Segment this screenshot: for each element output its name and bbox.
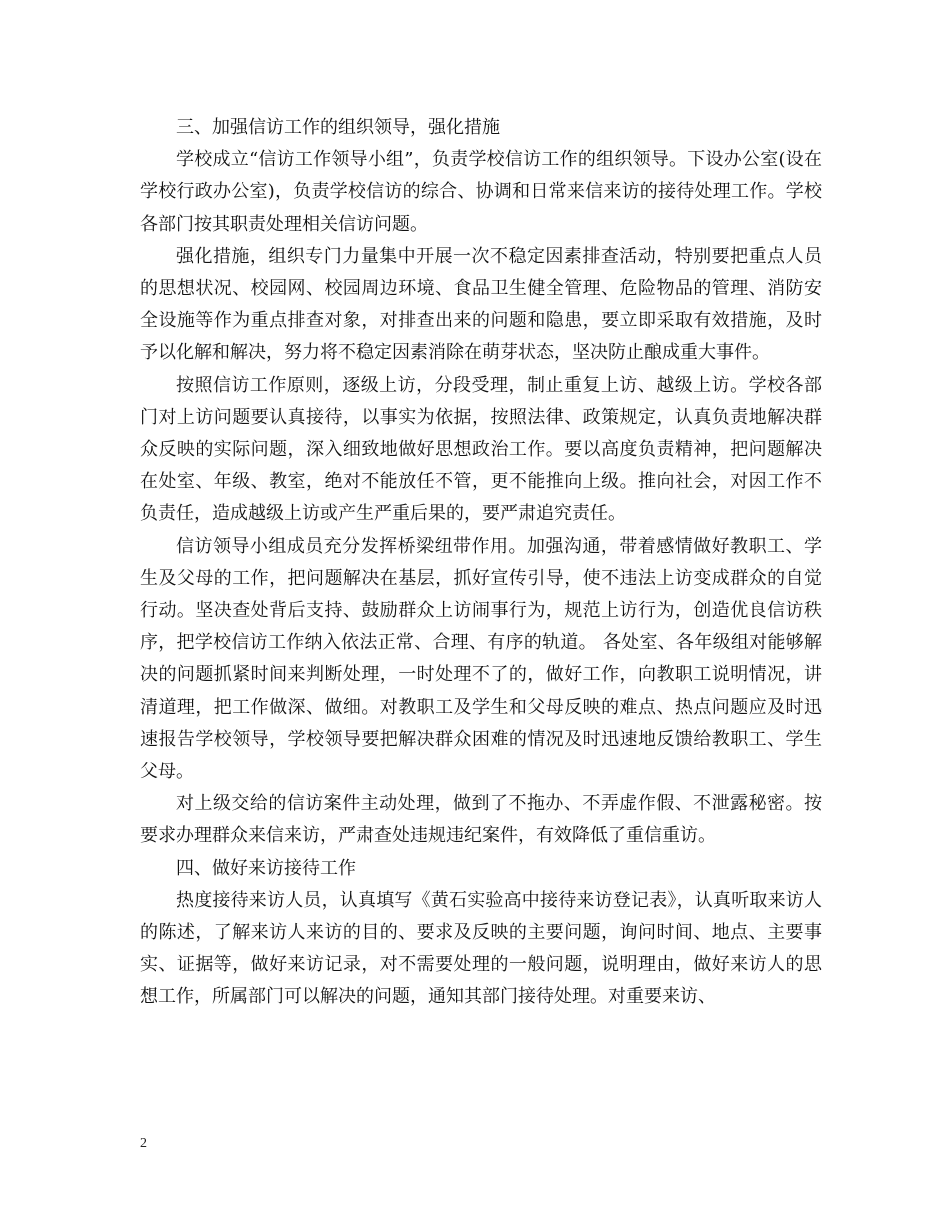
paragraph-bridge-role: 信访领导小组成员充分发挥桥梁纽带作用。加强沟通，带着感情做好教职工、学生及父母的工作，把问题解决在基层，抓好宣传引导，使不违法上访变成群众的自觉行动。坚决查处背后支持、鼓励群众上访闹事行为，规范上访行为，创造优良信访秩序，把学校信访工作纳入依法正常、合理、有序的轨道。 各处室、各年级组对能够解决的问题抓紧时间来判断处理，一时处理不了的，做好工作，向教职工说明情况，讲清道理，把工作做深、做细。对教职工及学生和父母反映的难点、热点问题应及时迅速报告学校领导，学校领导要把解决群众困难的情况及时迅速地反馈给教职工、学生父母。 (140, 535, 822, 783)
page-number: 2 (140, 1136, 147, 1151)
paragraph-case-handling: 对上级交给的信访案件主动处理，做到了不拖办、不弄虚作假、不泄露秘密。按要求办理群众来信来访，严肃查处违规违纪案件，有效降低了重信重访。 (140, 793, 822, 847)
section-4-heading: 四、做好来访接待工作 (176, 857, 356, 879)
section-3-heading: 三、加强信访工作的组织领导，强化措施 (176, 117, 500, 138)
paragraph-measures: 强化措施，组织专门力量集中开展一次不稳定因素排查活动，特别要把重点人员的思想状况、校园网、校园周边环境、食品卫生健全管理、危险物品的管理、消防安全设施等作为重点排查对象，对排查出来的问题和隐患，要立即采取有效措施，及时予以化解和解决，努力将不稳定因素消除在萌芽状态，坚决防止酿成重大事件。 (140, 245, 822, 364)
paragraph-leading-group: 学校成立“信访工作领导小组”，负责学校信访工作的组织领导。下设办公室(设在学校行政办公室)，负责学校信访的综合、协调和日常来信来访的接待处理工作。学校各部门按其职责处理相关信访问题。 (140, 149, 822, 235)
document-body (140, 112, 822, 1014)
paragraph-principles: 按照信访工作原则，逐级上访，分段受理，制止重复上访、越级上访。学校各部门对上访问题要认真接待，以事实为依据，按照法律、政策规定，认真负责地解决群众反映的实际问题，深入细致地做好思想政治工作。要以高度负责精神，把问题解决在处室、年级、教室，绝对不能放任不管，更不能推向上级。推向社会，对因工作不负责任，造成越级上访或产生严重后果的，要严肃追究责任。 (140, 374, 822, 525)
paragraph-reception: 热度接待来访人员，认真填写《黄石实验高中接待来访登记表》，认真听取来访人的陈述，了解来访人来访的目的、要求及反映的主要问题，询问时间、地点、主要事实、证据等，做好来访记录，对不需要处理的一般问题，说明理由，做好来访人的思想工作，所属部门可以解决的问题，通知其部门接待处理。对重要来访、 (140, 889, 822, 1008)
